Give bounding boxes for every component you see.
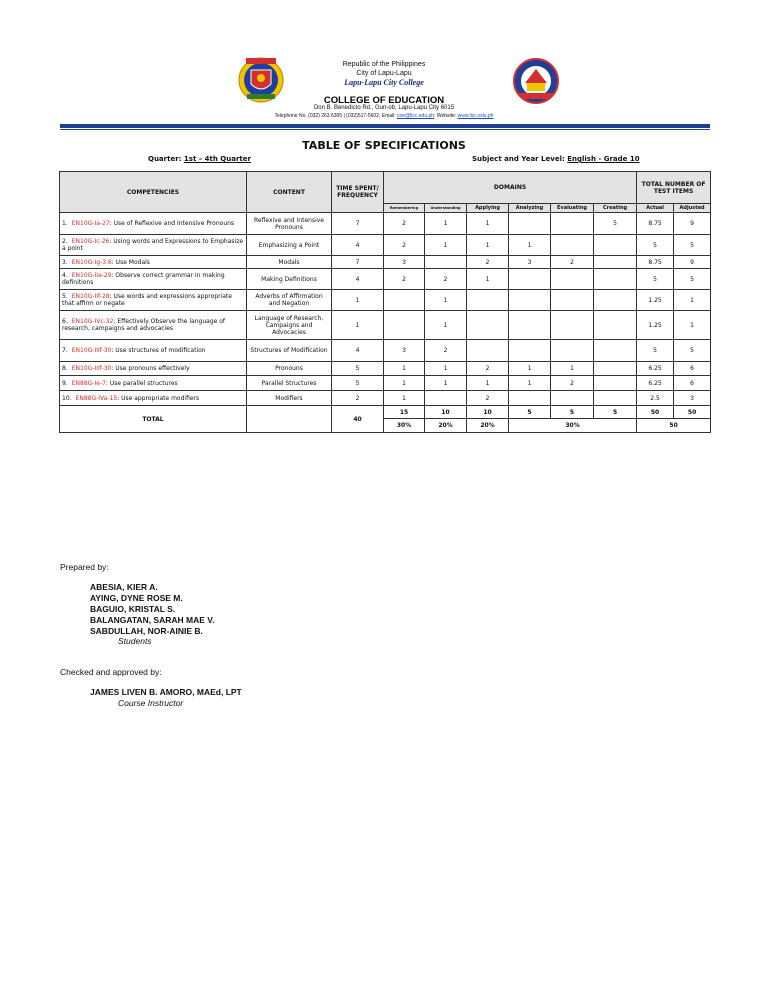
evaluating-cell bbox=[551, 391, 594, 406]
time-cell: 4 bbox=[332, 340, 384, 362]
understanding-cell: 2 bbox=[425, 269, 467, 290]
applying-cell: 2 bbox=[467, 362, 509, 376]
time-cell: 5 bbox=[332, 362, 384, 376]
applying-cell bbox=[467, 290, 509, 311]
evaluating-cell bbox=[551, 290, 594, 311]
actual-cell: 1.25 bbox=[637, 290, 674, 311]
competency-text: : Use Modals bbox=[111, 258, 150, 266]
analyzing-cell bbox=[509, 340, 551, 362]
understanding-cell: 1 bbox=[425, 362, 467, 376]
table-row bbox=[60, 213, 711, 235]
competency-text: : Use parallel structures bbox=[105, 379, 178, 387]
content-cell: Emphasizing a Point bbox=[247, 235, 332, 256]
creating-cell bbox=[594, 311, 637, 340]
adjusted-cell: 3 bbox=[674, 391, 711, 406]
competency-cell bbox=[60, 269, 247, 290]
competency-cell bbox=[60, 256, 247, 269]
header-city: City of Lapu-Lapu bbox=[356, 70, 412, 77]
website-link[interactable]: www.llcc.edu.ph bbox=[457, 113, 494, 119]
student-name: AYING, DYNE ROSE M. bbox=[90, 593, 183, 603]
header-actual: Actual bbox=[637, 204, 674, 213]
competency-text: : Using words and Expressions to Emphasize a point bbox=[62, 238, 244, 252]
evaluating-cell: 2 bbox=[551, 256, 594, 269]
adjusted-cell: 5 bbox=[674, 269, 711, 290]
time-cell: 4 bbox=[332, 235, 384, 256]
remembering-cell bbox=[384, 290, 425, 311]
content-cell: Modals bbox=[247, 256, 332, 269]
actual-cell: 1.25 bbox=[637, 311, 674, 340]
table-row bbox=[60, 290, 711, 311]
header-creating: Creating bbox=[594, 204, 637, 213]
specifications-table bbox=[59, 171, 711, 433]
time-cell: 7 bbox=[332, 213, 384, 235]
applying-cell bbox=[467, 311, 509, 340]
table-row bbox=[60, 311, 711, 340]
adjusted-cell: 6 bbox=[674, 362, 711, 376]
analyzing-cell bbox=[509, 311, 551, 340]
competency-text: : Use structures of modification bbox=[111, 347, 206, 354]
header-applying: Applying bbox=[467, 204, 509, 213]
competency-text: : Effectively Observe the language of research, campaigns and advocacies bbox=[62, 318, 226, 332]
adjusted-cell: 6 bbox=[674, 376, 711, 391]
header-evaluating: Evaluating bbox=[551, 204, 594, 213]
evaluating-cell bbox=[551, 213, 594, 235]
competency-text: : Use pronouns effectively bbox=[111, 365, 190, 372]
student-name: SABDULLAH, NOR-AINIE B. bbox=[90, 626, 203, 636]
header-analyzing: Analyzing bbox=[509, 204, 551, 213]
competency-code: EN10G-Ic-26 bbox=[71, 238, 110, 245]
analyzing-cell: 3 bbox=[509, 256, 551, 269]
content-cell: Adverbs of Affirmation and Negation bbox=[247, 290, 332, 311]
total-creating: 5 bbox=[594, 406, 637, 419]
table-row bbox=[60, 376, 711, 391]
competency-code: EN88G-Ie-7 bbox=[71, 379, 106, 387]
time-cell: 1 bbox=[332, 311, 384, 340]
competency-cell bbox=[60, 391, 247, 406]
row-number: 1. bbox=[62, 220, 68, 227]
website-label: ; Website: bbox=[434, 113, 457, 119]
remembering-cell: 1 bbox=[384, 362, 425, 376]
quarter-value: 1st – 4th Quarter bbox=[183, 155, 251, 163]
percent-total: 50 bbox=[637, 419, 711, 433]
student-name: BALANGATAN, SARAH MAE V. bbox=[90, 615, 215, 625]
competency-code: EN10G-Ia-27 bbox=[71, 220, 110, 227]
creating-cell bbox=[594, 391, 637, 406]
competency-cell bbox=[60, 311, 247, 340]
actual-cell: 6.25 bbox=[637, 362, 674, 376]
percent-understanding: 20% bbox=[425, 419, 467, 433]
total-evaluating: 5 bbox=[551, 406, 594, 419]
row-number: 6. bbox=[62, 318, 68, 325]
time-cell: 4 bbox=[332, 269, 384, 290]
total-label: TOTAL bbox=[60, 406, 247, 433]
instructor-role: Course Instructor bbox=[118, 698, 184, 708]
student-name: ABESIA, KIER A. bbox=[90, 582, 158, 592]
instructor-name: JAMES LIVEN B. AMORO, MAEd, LPT bbox=[90, 687, 242, 697]
time-cell: 7 bbox=[332, 256, 384, 269]
email-link[interactable]: coe@llcc.edu.ph bbox=[397, 113, 435, 119]
remembering-cell: 3 bbox=[384, 256, 425, 269]
actual-cell: 8.75 bbox=[637, 256, 674, 269]
competency-text: : Use of Reflexive and Intensive Pronouns bbox=[109, 220, 235, 227]
header-divider-thin bbox=[60, 129, 710, 130]
evaluating-cell bbox=[551, 311, 594, 340]
competency-code: EN10G-IIa-29 bbox=[71, 272, 112, 279]
time-cell: 5 bbox=[332, 376, 384, 391]
time-cell: 1 bbox=[332, 290, 384, 311]
percent-hots: 30% bbox=[509, 419, 637, 433]
understanding-cell: 1 bbox=[425, 376, 467, 391]
header-address: Don B. Benedicto Rd., Gun-ob, Lapu-Lapu City 6015 bbox=[313, 105, 455, 111]
prepared-by-label: Prepared by: bbox=[60, 562, 109, 572]
creating-cell bbox=[594, 235, 637, 256]
competency-cell bbox=[60, 340, 247, 362]
subject-value: English - Grade 10 bbox=[567, 155, 640, 163]
content-cell: Language of Research, Campaigns and Advocacies bbox=[247, 311, 332, 340]
students-list bbox=[90, 582, 215, 637]
header-adjusted: Adjusted bbox=[674, 204, 711, 213]
header-domains: DOMAINS bbox=[384, 172, 637, 204]
applying-cell: 1 bbox=[467, 269, 509, 290]
actual-cell: 5 bbox=[637, 235, 674, 256]
analyzing-cell: 1 bbox=[509, 362, 551, 376]
applying-cell: 2 bbox=[467, 256, 509, 269]
creating-cell bbox=[594, 376, 637, 391]
row-number: 2. bbox=[62, 238, 68, 245]
remembering-cell: 3 bbox=[384, 340, 425, 362]
row-number: 3. bbox=[62, 258, 68, 266]
header-country: Republic of the Philippines bbox=[342, 61, 426, 68]
evaluating-cell bbox=[551, 269, 594, 290]
student-name: BAGUIO, KRISTAL S. bbox=[90, 604, 176, 614]
actual-cell: 6.25 bbox=[637, 376, 674, 391]
remembering-cell: 2 bbox=[384, 235, 425, 256]
table-header-row bbox=[60, 172, 711, 204]
content-cell: Modifiers bbox=[247, 391, 332, 406]
total-row bbox=[60, 406, 711, 419]
analyzing-cell bbox=[509, 213, 551, 235]
remembering-cell: 1 bbox=[384, 376, 425, 391]
competency-cell bbox=[60, 235, 247, 256]
evaluating-cell bbox=[551, 340, 594, 362]
remembering-cell: 2 bbox=[384, 213, 425, 235]
header-remembering: Remembering bbox=[384, 204, 425, 213]
understanding-cell: 1 bbox=[425, 235, 467, 256]
header-college-name: Lapu-Lapu City College bbox=[344, 78, 424, 87]
percent-remembering: 30% bbox=[384, 419, 425, 433]
time-cell: 2 bbox=[332, 391, 384, 406]
adjusted-cell: 1 bbox=[674, 290, 711, 311]
analyzing-cell bbox=[509, 269, 551, 290]
understanding-cell: 1 bbox=[425, 290, 467, 311]
analyzing-cell: 1 bbox=[509, 376, 551, 391]
applying-cell: 1 bbox=[467, 376, 509, 391]
table-row bbox=[60, 269, 711, 290]
subject-line bbox=[472, 155, 640, 163]
header-competencies: COMPETENCIES bbox=[60, 172, 247, 213]
creating-cell: 5 bbox=[594, 213, 637, 235]
applying-cell bbox=[467, 340, 509, 362]
analyzing-cell: 1 bbox=[509, 235, 551, 256]
row-number: 9. bbox=[62, 379, 68, 387]
header-content: CONTENT bbox=[247, 172, 332, 213]
competency-code: EN10G-Ig-3.6 bbox=[71, 258, 112, 266]
competency-text: : Use appropriate modifiers bbox=[117, 394, 200, 402]
row-number: 4. bbox=[62, 272, 68, 279]
analyzing-cell bbox=[509, 391, 551, 406]
table-row bbox=[60, 340, 711, 362]
header-department: COLLEGE OF EDUCATION bbox=[323, 95, 445, 106]
understanding-cell bbox=[425, 391, 467, 406]
percent-applying: 20% bbox=[467, 419, 509, 433]
analyzing-cell bbox=[509, 290, 551, 311]
applying-cell: 1 bbox=[467, 235, 509, 256]
row-number: 10. bbox=[62, 394, 72, 402]
adjusted-cell: 9 bbox=[674, 256, 711, 269]
table-row bbox=[60, 256, 711, 269]
row-number: 5. bbox=[62, 293, 68, 300]
checked-by-label: Checked and approved by: bbox=[60, 667, 162, 677]
total-content-cell bbox=[247, 406, 332, 433]
header-total-items: TOTAL NUMBER OF TEST ITEMS bbox=[637, 172, 711, 204]
actual-cell: 8.75 bbox=[637, 213, 674, 235]
actual-cell: 5 bbox=[637, 340, 674, 362]
row-number: 8. bbox=[62, 365, 68, 372]
competency-code: EN88G-IVa-15 bbox=[75, 394, 118, 402]
header-divider bbox=[60, 124, 710, 128]
students-role: Students bbox=[118, 636, 152, 646]
quarter-label: Quarter: bbox=[148, 155, 182, 163]
content-cell: Structures of Modification bbox=[247, 340, 332, 362]
adjusted-cell: 9 bbox=[674, 213, 711, 235]
remembering-cell: 2 bbox=[384, 269, 425, 290]
competency-cell bbox=[60, 376, 247, 391]
header-contact-text: Telephone No. (032) 263 6305 | (032)517-5602; Email: bbox=[274, 113, 396, 119]
evaluating-cell: 2 bbox=[551, 376, 594, 391]
competency-cell bbox=[60, 362, 247, 376]
understanding-cell: 2 bbox=[425, 340, 467, 362]
total-remembering: 15 bbox=[384, 406, 425, 419]
content-cell: Making Definitions bbox=[247, 269, 332, 290]
understanding-cell: 1 bbox=[425, 213, 467, 235]
adjusted-cell: 1 bbox=[674, 311, 711, 340]
content-cell: Parallel Structures bbox=[247, 376, 332, 391]
remembering-cell bbox=[384, 311, 425, 340]
total-time: 40 bbox=[332, 406, 384, 433]
header-understanding: Understanding bbox=[425, 204, 467, 213]
header-time: TIME SPENT/ FREQUENCY bbox=[332, 172, 384, 213]
content-cell: Reflexive and Intensive Pronouns bbox=[247, 213, 332, 235]
competency-code: EN10G-IVc-32 bbox=[71, 318, 114, 325]
table-row bbox=[60, 362, 711, 376]
competency-cell bbox=[60, 290, 247, 311]
table-row bbox=[60, 391, 711, 406]
adjusted-cell: 5 bbox=[674, 235, 711, 256]
competency-code: EN10G-IIf-28 bbox=[71, 293, 110, 300]
actual-cell: 5 bbox=[637, 269, 674, 290]
competency-text: : Use words and expressions appropriate that affirm or negate bbox=[62, 293, 232, 307]
evaluating-cell bbox=[551, 235, 594, 256]
total-adjusted: 50 bbox=[674, 406, 711, 419]
content-cell: Pronouns bbox=[247, 362, 332, 376]
creating-cell bbox=[594, 256, 637, 269]
creating-cell bbox=[594, 362, 637, 376]
applying-cell: 2 bbox=[467, 391, 509, 406]
quarter-line bbox=[148, 155, 251, 163]
table-row bbox=[60, 235, 711, 256]
total-applying: 10 bbox=[467, 406, 509, 419]
total-understanding: 10 bbox=[425, 406, 467, 419]
competency-code: EN10G-IIIf-30 bbox=[71, 347, 112, 354]
header-contact bbox=[0, 113, 768, 119]
row-number: 7. bbox=[62, 347, 68, 354]
creating-cell bbox=[594, 290, 637, 311]
applying-cell: 1 bbox=[467, 213, 509, 235]
remembering-cell: 1 bbox=[384, 391, 425, 406]
competency-text: : Observe correct grammar in making definitions bbox=[62, 272, 225, 286]
competency-code: EN10G-IIIf-30 bbox=[71, 365, 112, 372]
total-actual: 50 bbox=[637, 406, 674, 419]
evaluating-cell: 1 bbox=[551, 362, 594, 376]
creating-cell bbox=[594, 340, 637, 362]
understanding-cell: 1 bbox=[425, 311, 467, 340]
subject-label: Subject and Year Level: bbox=[472, 155, 565, 163]
understanding-cell bbox=[425, 256, 467, 269]
competency-cell bbox=[60, 213, 247, 235]
total-analyzing: 5 bbox=[509, 406, 551, 419]
document-title: TABLE OF SPECIFICATIONS bbox=[302, 139, 466, 152]
creating-cell bbox=[594, 269, 637, 290]
adjusted-cell: 5 bbox=[674, 340, 711, 362]
actual-cell: 2.5 bbox=[637, 391, 674, 406]
